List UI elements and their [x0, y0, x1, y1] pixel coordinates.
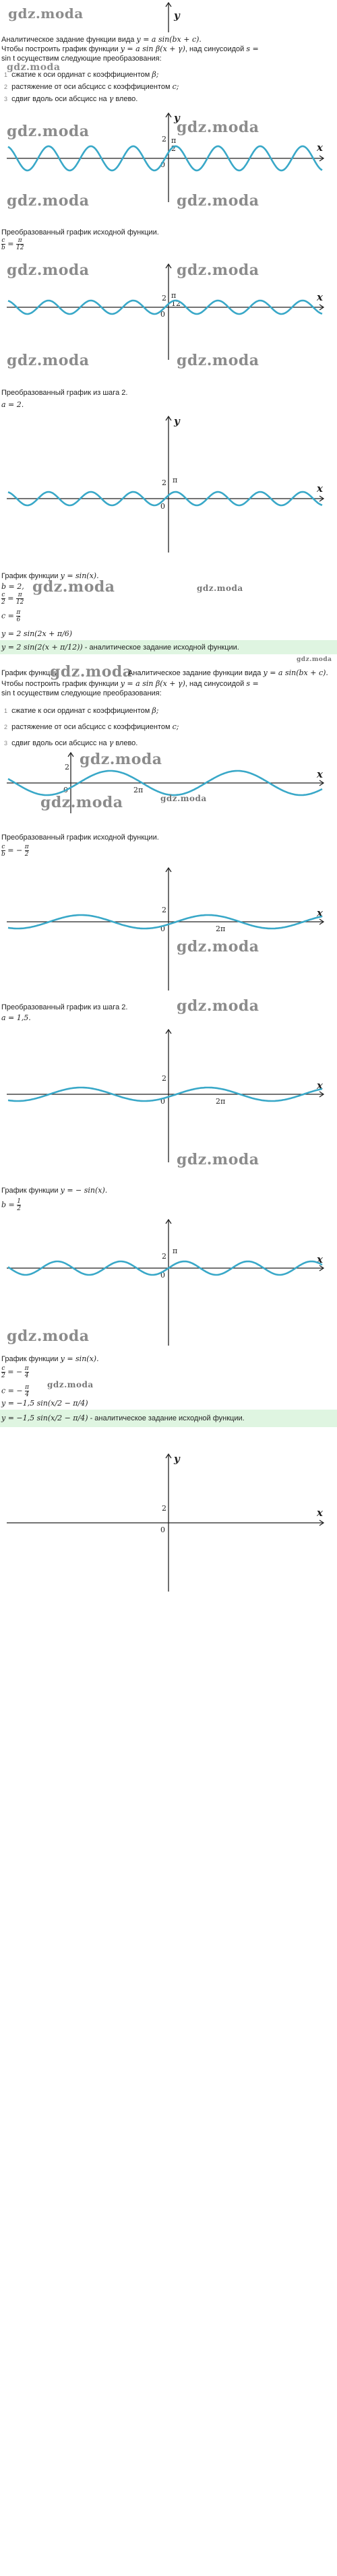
caption-graph-sin-2: График функции y = sin(x).: [1, 1354, 99, 1363]
y-axis-label: y: [174, 1453, 180, 1465]
x-axis-label: x: [317, 482, 323, 495]
y-equation-1: y = 2 sin(2x + π/6): [1, 629, 73, 638]
watermark: gdz.moda: [50, 663, 133, 681]
step-1b: 1 сжатие к оси ординат с коэффициентом β;: [4, 706, 159, 715]
watermark: gdz.moda: [7, 62, 61, 73]
step-1: 1 сжатие к оси ординат с коэффициентом β;: [4, 70, 159, 79]
watermark: gdz.moda: [7, 123, 90, 140]
a-equals-15: a = 1,5.: [1, 1013, 31, 1022]
tick-two: 2: [162, 1252, 166, 1261]
watermark: gdz.moda: [177, 192, 259, 210]
tick-zero: 0: [160, 1097, 165, 1106]
watermark: gdz.moda: [7, 261, 90, 279]
b-equals-2: b = 2,: [1, 582, 24, 591]
intro2-line-1b: Аналитическое задание функции вида y = a sin(bx + c).: [128, 668, 328, 677]
tick-zero: 0: [160, 924, 165, 933]
watermark: gdz.moda: [177, 119, 259, 136]
tick-zero: 0: [160, 310, 165, 319]
y-axis-label: y: [174, 112, 180, 124]
c-half: $\frac{c}{2}$ = − $\frac{\pi}{4}$: [1, 1365, 29, 1379]
watermark: gdz.moda: [160, 794, 207, 803]
caption-graph-sin: График функции y = sin(x).: [1, 571, 99, 580]
y-axis-label: y: [174, 9, 180, 22]
tick-two: 2: [162, 1504, 166, 1513]
step-3: 3 сдвиг вдоль оси абсцисс на γ влево.: [4, 94, 138, 103]
answer-line-2: y = −1,5 sin(x/2 − π/4) - аналитическое задание исходной функции.: [1, 1414, 245, 1422]
watermark: gdz.moda: [40, 794, 123, 811]
step-2: 2 растяжение от оси абсцисс с коэффициентом c;: [4, 82, 179, 91]
watermark: gdz.moda: [297, 656, 332, 663]
y-equation-3: y = −1,5 sin(x/2 − π/4): [1, 1399, 88, 1408]
graph-3: [0, 411, 337, 559]
watermark: gdz.moda: [7, 352, 90, 369]
x-axis-label: x: [317, 291, 323, 303]
intro2-line-1: График функции: [1, 669, 59, 677]
watermark: gdz.moda: [197, 584, 243, 593]
caption-transformed-step2: Преобразованный график из шага 2.: [1, 389, 128, 397]
tick-two-pi: 2π: [133, 786, 144, 794]
c-equals: c = $\frac{\pi}{6}$: [1, 609, 21, 623]
watermark: gdz.moda: [177, 938, 259, 955]
step-2b: 2 растяжение от оси абсцисс с коэффициентом c;: [4, 722, 179, 731]
answer-line-1: y = 2 sin(2(x + π/12)) - аналитическое задание исходной функции.: [1, 643, 239, 652]
a-equals-2: a = 2.: [1, 400, 24, 409]
c-over-b-1: $\frac{c}{b}$ = $\frac{\pi}{12}$: [1, 237, 24, 251]
watermark: gdz.moda: [7, 192, 90, 210]
tick-pi: π: [173, 476, 178, 484]
x-axis-label: x: [317, 1253, 323, 1265]
watermark: gdz.moda: [177, 261, 259, 279]
watermark: gdz.moda: [80, 751, 162, 768]
watermark: gdz.moda: [47, 1380, 94, 1389]
tick-zero: 0: [160, 160, 165, 169]
c-over-b-2: $\frac{c}{b}$ = − $\frac{\pi}{2}$: [1, 844, 29, 858]
x-axis-label: x: [317, 1507, 323, 1519]
graph-5: [0, 862, 337, 997]
x-axis-label: x: [317, 1079, 323, 1092]
c-equals-2: c = − $\frac{\pi}{4}$: [1, 1384, 30, 1398]
watermark: gdz.moda: [7, 1327, 90, 1345]
intro-line-1: Аналитическое задание функции вида y = a sin(bx + c).: [1, 35, 202, 44]
top-axis-fragment: [0, 0, 337, 34]
x-axis-label: x: [317, 768, 323, 780]
tick-two: 2: [162, 135, 166, 144]
tick-zero: 0: [160, 1271, 165, 1280]
tick-two: 2: [162, 478, 166, 487]
tick-pi-num: π: [171, 291, 177, 300]
tick-pi-den: 2: [171, 144, 176, 153]
watermark: gdz.moda: [32, 578, 115, 596]
graph-8: [0, 1449, 337, 1597]
intro2-line-2: Чтобы построить график функции y = a sin β(x + γ), над синусоидой s =: [1, 679, 259, 688]
intro-line-2: Чтобы построить график функции y = a sin β(x + γ), над синусоидой s =: [1, 44, 259, 53]
tick-zero: 0: [160, 502, 165, 511]
intro2-line-3: sin t осуществим следующие преобразования:: [1, 689, 162, 697]
step-3b: 3 сдвиг вдоль оси абсцисс на γ влево.: [4, 739, 138, 747]
caption-transformed-1: Преобразованный график исходной функции.: [1, 228, 159, 237]
tick-pi: π: [173, 1247, 178, 1255]
caption-transformed-step2-b: Преобразованный график из шага 2.: [1, 1003, 128, 1011]
tick-pi-num: π: [171, 136, 177, 145]
c-over-2: $\frac{c}{2}$ = $\frac{\pi}{12}$: [1, 592, 24, 606]
tick-two: 2: [162, 906, 166, 914]
caption-graph-neg-sin: График функции y = − sin(x).: [1, 1186, 108, 1195]
tick-two-pi: 2π: [216, 1097, 226, 1106]
tick-two: 2: [65, 763, 69, 772]
intro-line-3: sin t осуществим следующие преобразования:: [1, 55, 162, 63]
tick-zero: 0: [63, 786, 68, 794]
graph-6: [0, 1024, 337, 1166]
y-axis-label: y: [174, 415, 180, 427]
watermark: gdz.moda: [8, 5, 84, 22]
tick-two: 2: [162, 1074, 166, 1083]
tick-two: 2: [162, 294, 166, 303]
b-equals-half: b = $\frac{1}{2}$: [1, 1198, 21, 1212]
tick-zero: 0: [160, 1526, 165, 1534]
watermark: gdz.moda: [177, 1151, 259, 1168]
watermark: gdz.moda: [177, 352, 259, 369]
tick-two-pi: 2π: [216, 924, 226, 933]
watermark: gdz.moda: [177, 997, 259, 1015]
x-axis-label: x: [317, 142, 323, 154]
tick-pi-den: 12: [171, 299, 181, 308]
caption-transformed-2: Преобразованный график исходной функции.: [1, 834, 159, 842]
x-axis-label: x: [317, 907, 323, 919]
